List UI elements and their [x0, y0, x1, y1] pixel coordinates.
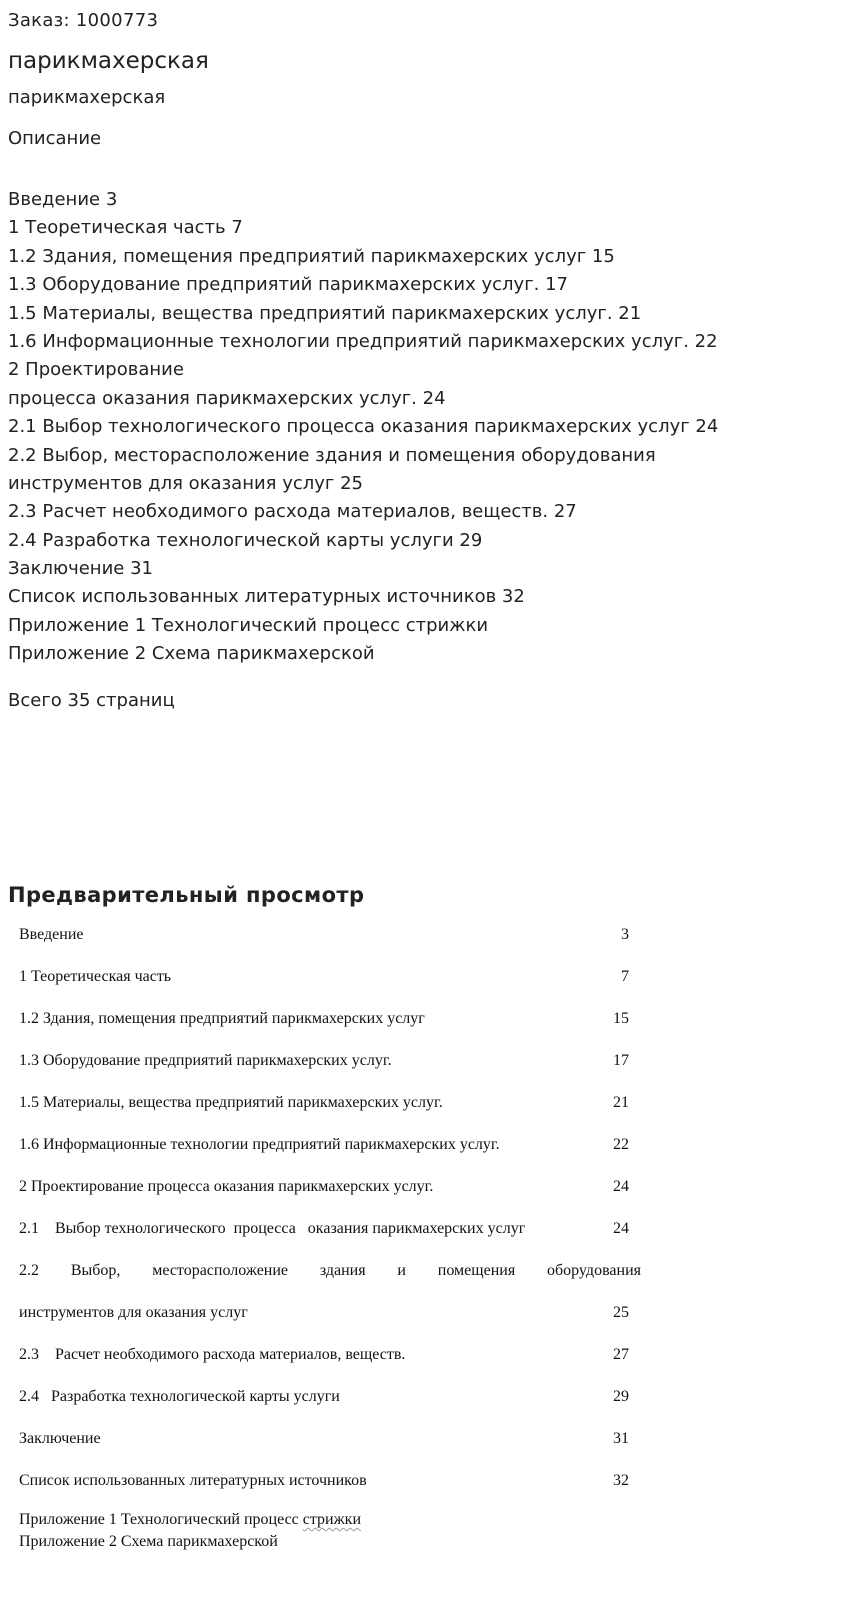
preview-row	[19, 1133, 641, 1157]
toc-line: процесса оказания парикмахерских услуг. 24	[8, 387, 446, 409]
preview-row-text: 2.3 Расчет необходимого расхода материалов, веществ.	[19, 1346, 406, 1363]
preview-row-text: 2.1 Выбор технологического процесса оказания парикмахерских услуг	[19, 1220, 526, 1237]
preview-row-text: Введение	[19, 926, 84, 943]
preview-row	[19, 965, 641, 989]
preview-row-page: 25	[613, 1304, 629, 1321]
preview-row-text: инструментов для оказания услуг	[19, 1304, 248, 1321]
preview-row	[19, 1259, 641, 1283]
preview-row-page: 21	[613, 1094, 629, 1111]
toc-line: Список использованных литературных источников 32	[8, 586, 525, 608]
toc-line: 2.2 Выбор, месторасположение здания и помещения оборудования	[8, 444, 656, 466]
preview-row-text: 2.2 Выбор, месторасположение здания и помещения оборудования	[19, 1262, 641, 1279]
preview-row	[19, 1301, 641, 1325]
preview-row-text: Список использованных литературных источников	[19, 1472, 367, 1489]
subtitle: парикмахерская	[8, 87, 166, 108]
preview-appendix-2-text: Приложение 2 Схема парикмахерской	[19, 1533, 278, 1550]
preview-row	[19, 1469, 641, 1493]
toc-line: 1.3 Оборудование предприятий парикмахерских услуг. 17	[8, 274, 569, 296]
table-of-contents	[8, 186, 718, 669]
preview-row-page: 24	[613, 1178, 629, 1195]
preview-row	[19, 1007, 641, 1031]
preview-row-text: Заключение	[19, 1430, 101, 1447]
toc-line: 1.2 Здания, помещения предприятий парикмахерских услуг 15	[8, 245, 615, 267]
page-title: парикмахерская	[8, 48, 209, 74]
toc-line: 1.5 Материалы, вещества предприятий парикмахерских услуг. 21	[8, 302, 642, 324]
preview-heading: Предварительный просмотр	[8, 883, 365, 907]
preview-appendix-1-text: Приложение 1 Технологический процесс	[19, 1511, 303, 1528]
preview-appendix-1	[19, 1509, 641, 1531]
order-number: Заказ: 1000773	[8, 10, 159, 31]
preview-row-page: 27	[613, 1346, 629, 1363]
preview-row	[19, 1091, 641, 1115]
toc-line: 1 Теоретическая часть 7	[8, 217, 243, 239]
preview-row-page: 15	[613, 1010, 629, 1027]
preview-row-page: 22	[613, 1136, 629, 1153]
preview-row-text: 1.2 Здания, помещения предприятий парикмахерских услуг	[19, 1010, 425, 1027]
preview-row	[19, 923, 641, 947]
preview-row-page: 32	[613, 1472, 629, 1489]
preview-row	[19, 1385, 641, 1409]
preview-row	[19, 1175, 641, 1199]
preview-row-text: 1 Теоретическая часть	[19, 968, 172, 985]
preview-appendix-1-word: стрижки	[302, 1511, 362, 1528]
preview-row	[19, 1049, 641, 1073]
total-pages: Всего 35 страниц	[8, 690, 175, 711]
preview-row-page: 7	[621, 968, 629, 985]
preview-row	[19, 1217, 641, 1241]
toc-line: Приложение 1 Технологический процесс стрижки	[8, 614, 489, 636]
preview-row-page: 31	[613, 1430, 629, 1447]
toc-line: Введение 3	[8, 189, 118, 210]
toc-line: 1.6 Информационные технологии предприятий парикмахерских услуг. 22	[8, 330, 718, 352]
preview-row	[19, 1343, 641, 1367]
preview-row-text: 1.6 Информационные технологии предприятий парикмахерских услуг.	[19, 1136, 500, 1153]
preview-appendix-2	[19, 1531, 641, 1553]
description-label: Описание	[8, 128, 102, 149]
toc-line: 2 Проектирование	[8, 359, 184, 381]
toc-line: 2.3 Расчет необходимого расхода материалов, веществ. 27	[8, 501, 577, 523]
preview-row-text: 1.5 Материалы, вещества предприятий парикмахерских услуг.	[19, 1094, 443, 1111]
preview-row-text: 1.3 Оборудование предприятий парикмахерских услуг.	[19, 1052, 392, 1069]
preview-row-text: 2 Проектирование процесса оказания парикмахерских услуг.	[19, 1178, 434, 1195]
preview-row-page: 3	[621, 926, 629, 943]
preview-row-page: 17	[613, 1052, 629, 1069]
toc-line: 2.4 Разработка технологической карты услуги 29	[8, 529, 483, 551]
toc-line: 2.1 Выбор технологического процесса оказания парикмахерских услуг 24	[8, 416, 719, 438]
preview-row-text: 2.4 Разработка технологической карты услуги	[19, 1388, 340, 1405]
toc-line: Заключение 31	[8, 558, 153, 580]
preview-row	[19, 1427, 641, 1451]
preview-row-page: 29	[613, 1388, 629, 1405]
toc-line: Приложение 2 Схема парикмахерской	[8, 643, 375, 665]
preview-row-page: 24	[613, 1220, 629, 1237]
toc-line: инструментов для оказания услуг 25	[8, 472, 363, 494]
